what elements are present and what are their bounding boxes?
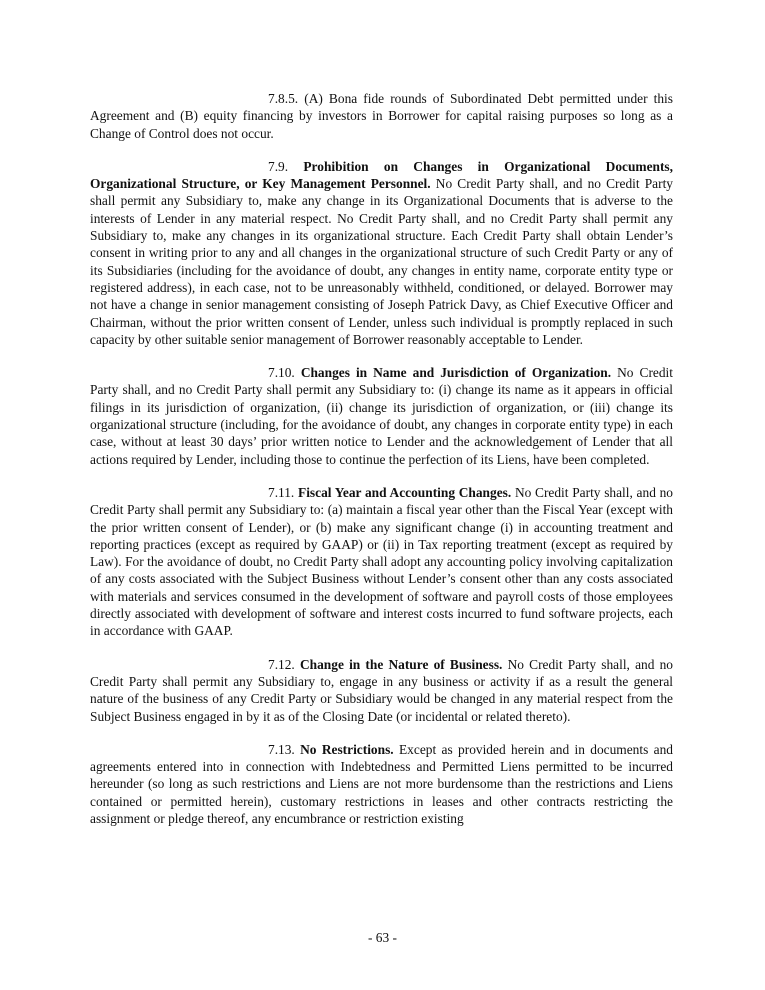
section-number: 7.11. xyxy=(268,484,295,500)
document-page xyxy=(90,90,673,843)
section-number: 7.9. xyxy=(268,158,289,174)
section-7-9 xyxy=(90,158,673,348)
section-7-10 xyxy=(90,364,673,468)
section-7-11 xyxy=(90,484,673,640)
section-7-8-5 xyxy=(90,90,673,142)
section-heading: No Restrictions. xyxy=(300,741,394,757)
section-7-13 xyxy=(90,741,673,827)
page-number: - 63 - xyxy=(367,930,397,945)
section-number: 7.12. xyxy=(268,656,295,672)
section-number: 7.8.5. xyxy=(268,91,299,106)
section-7-12 xyxy=(90,656,673,725)
section-heading: Fiscal Year and Accounting Changes. xyxy=(298,484,512,500)
section-text: No Credit Party shall, and no Credit Party shall permit any Subsidiary to: (a) maintain a fiscal year other than the Fiscal Year (except with the prior written consent of Lender), or (b) make any significant change (i) in accounting treatment and reporting practices (except as required by GAAP) or (ii) in Tax reporting treatment (except as required by Law). For the avoidance of doubt, no Credit Party shall adopt any accounting policy involving capitalization of any costs associated with the Subject Business without Lender’s consent other than any costs associated with materials and services consumed in the development of software and payroll costs of those employees directly associated with development of software and interest costs incurred to fund software projects, each in accordance with GAAP. xyxy=(90,484,674,639)
section-text: No Credit Party shall, and no Credit Party shall permit any Subsidiary to: (i) change its name as it appears in official filings in its jurisdiction of organization, (ii) change its jurisdiction of organization, or (iii) change its organizational structure (including, for the avoidance of doubt, any changes in corporate entity type) in each case, without at least 30 days’ prior written notice to Lender and the acknowledgement of Lender that all actions required by Lender, including those to continue the perfection of its Liens, have been completed. xyxy=(90,365,673,467)
section-text: (A) Bona fide rounds of Subordinated Debt permitted under this Agreement and (B) equity financing by investors in Borrower for capital raising purposes so long as a Change of Control does not occur. xyxy=(90,91,673,141)
section-number: 7.13. xyxy=(268,741,295,757)
section-text: No Credit Party shall, and no Credit Party shall permit any Subsidiary to, engage in any business or activity if as a result the general nature of the business of any Credit Party or Subsidiary would be changed in any material respect from the Subject Business engaged in by it as of the Closing Date (or incidental or related thereto). xyxy=(90,656,674,724)
section-heading: Change in the Nature of Business. xyxy=(299,656,503,672)
section-heading: Prohibition on Changes in Organizational Documents, Organizational Structure, or Key Management Personnel. xyxy=(90,158,673,192)
section-number: 7.10. xyxy=(268,365,295,381)
section-heading: Changes in Name and Jurisdiction of Organization. xyxy=(300,365,612,381)
section-text: Except as provided herein and in documents and agreements entered into in connection with Indebtedness and Permitted Liens permitted to be incurred hereunder (so long as such restrictions and Liens are not more burdensome than the restrictions and Liens contained or permitted herein), customary restrictions in leases and other contracts restricting the assignment or pledge thereof, any encumbrance or restriction existing xyxy=(90,741,673,826)
section-text: No Credit Party shall, and no Credit Party shall permit any Subsidiary to, make any change in its Organizational Documents that is adverse to the interests of Lender in any material respect. No Credit Party shall, and no Credit Party shall permit any Subsidiary to, make any changes in its organizational structure. Each Credit Party shall obtain Lender’s consent in writing prior to any and all changes in the organizational structure of such Credit Party or any of its Subsidiaries (including for the avoidance of doubt, any changes in entity name, corporate entity type or registered address), in each case, not to be unreasonably withheld, conditioned, or delayed. Borrower may not have a change in senior management consisting of Joseph Patrick Davy, as Chief Executive Officer and Chairman, without the prior written consent of Lender, unless such individual is promptly replaced in such capacity by other suitable senior management of Borrower reasonably acceptable to Lender. xyxy=(90,176,674,347)
